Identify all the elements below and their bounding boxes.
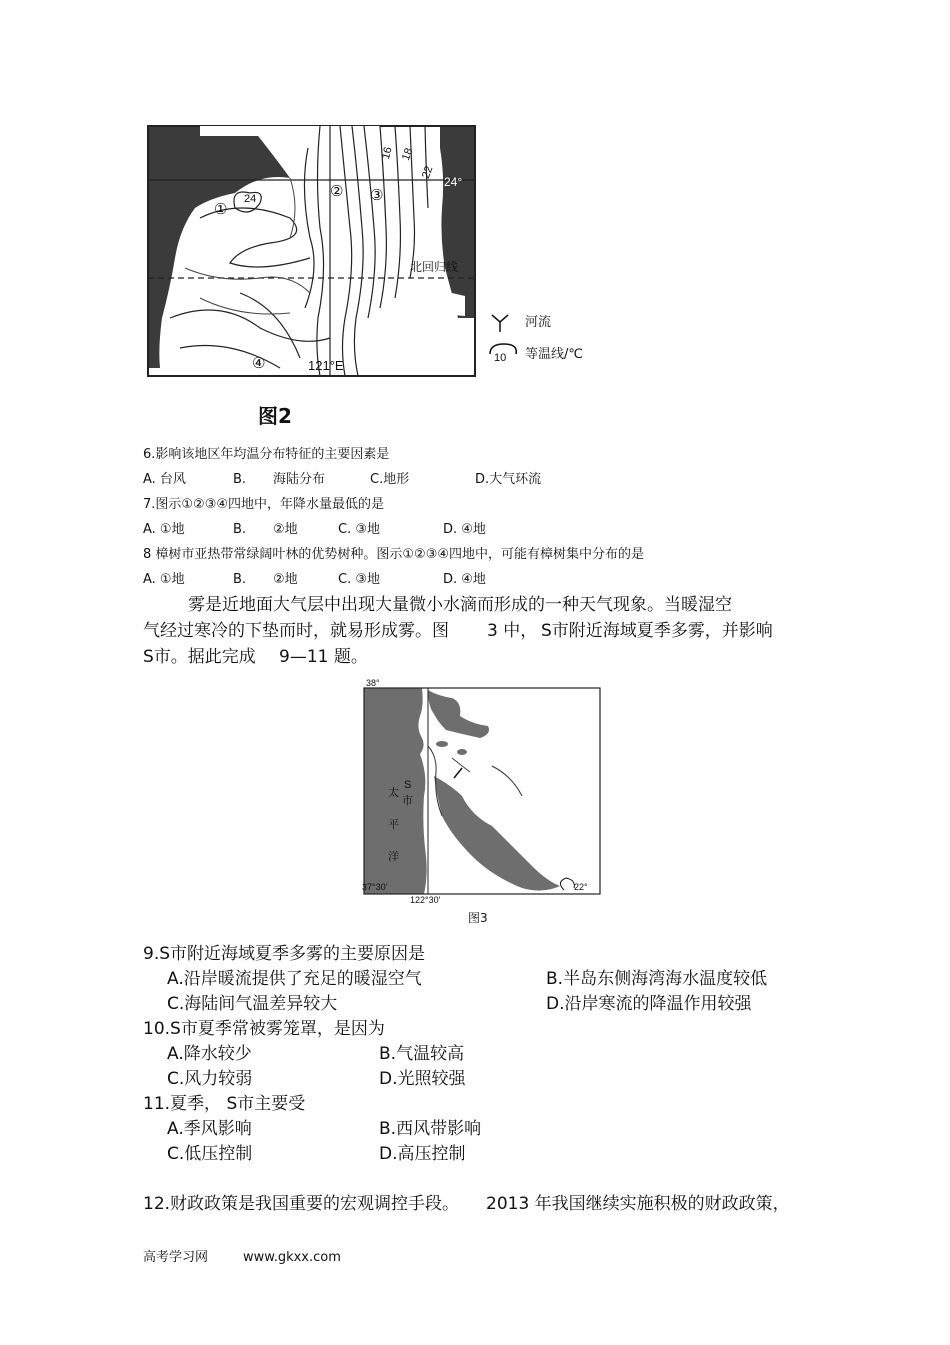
option-c[interactable]: C.低压控制 [167, 1144, 253, 1164]
passage-line-2 [143, 620, 803, 642]
question-10-stem: 10.S市夏季常被雾笼罩，是因为 [143, 1019, 385, 1039]
option-d[interactable]: D.大气环流 [475, 472, 542, 487]
question-6-stem: 6.影响该地区年均温分布特征的主要因素是 [143, 447, 390, 462]
latitude-3730-label: 37°30' [362, 882, 388, 892]
latitude-38-label: 38° [366, 678, 380, 688]
ocean-label-2: 平 [388, 818, 399, 831]
option-d[interactable]: D.沿岸寒流的降温作用较强 [546, 994, 752, 1014]
river-legend-icon [492, 315, 508, 332]
passage-line-2-c: S市附近海域夏季多雾，并影响 [541, 621, 773, 641]
figure-2 [140, 118, 610, 440]
question-6-options [143, 472, 643, 490]
city-shi-label: 市 [402, 794, 413, 807]
north-bay [428, 690, 489, 738]
question-11-options [143, 1118, 643, 1164]
question-12-stem [143, 1193, 803, 1215]
question-10-options [143, 1043, 643, 1089]
option-b[interactable]: ②地 [273, 522, 298, 537]
legend-isotherm-label: 等温线/℃ [525, 347, 583, 362]
point-1-label: ① [214, 200, 228, 218]
option-d[interactable]: D.高压控制 [379, 1144, 466, 1164]
figure-3-map [342, 676, 612, 932]
question-12-stem-b: 2013 年我国继续实施积极的财政政策， [486, 1194, 790, 1214]
option-d[interactable]: D.光照较强 [379, 1069, 466, 1089]
option-c[interactable]: C.地形 [370, 472, 410, 487]
latitude-label-24: 24° [444, 175, 463, 189]
option-c[interactable]: C. ③地 [338, 572, 380, 587]
option-d[interactable]: D. ④地 [443, 522, 486, 537]
question-7-stem: 7.图示①②③④四地中，年降水量最低的是 [143, 497, 385, 512]
option-c[interactable]: C.风力较弱 [167, 1069, 253, 1089]
question-9-stem: 9.S市附近海域夏季多雾的主要原因是 [143, 944, 426, 964]
passage-line-3-b: 9—11 题。 [279, 647, 368, 667]
longitude-12230-label: 122°30' [410, 895, 441, 905]
option-b-letter[interactable]: B. [233, 472, 247, 487]
passage-line-2-a: 气经过寒冷的下垫而时，就易形成雾。图 [143, 621, 449, 641]
option-b-letter[interactable]: B. [233, 572, 247, 587]
ocean-label-3: 洋 [388, 850, 399, 863]
point-3-label: ③ [370, 186, 384, 204]
legend-isotherm-sample: 10 [494, 352, 507, 364]
footer-url[interactable]: www.gkxx.com [243, 1250, 341, 1265]
passage-line-3 [143, 646, 543, 668]
question-11-stem: 11.夏季， S市主要受 [143, 1094, 306, 1114]
option-b[interactable]: B.西风带影响 [379, 1119, 482, 1139]
option-b[interactable]: 海陆分布 [273, 472, 326, 487]
figure-3 [342, 676, 612, 932]
question-8-options [143, 572, 643, 590]
question-8-stem: 8 樟树市亚热带常绿阔叶林的优势树种。图示①②③④四地中，可能有樟树集中分布的是 [143, 547, 645, 562]
passage-line-1: 雾是近地面大气层中出现大量微小水滴而形成的一种天气现象。当暖湿空 [188, 595, 732, 615]
legend-river-label: 河流 [525, 315, 552, 330]
right-sea [440, 126, 475, 318]
question-9-options [143, 968, 803, 1014]
option-b[interactable]: B.半岛东侧海湾海水温度较低 [546, 969, 768, 989]
option-b-letter[interactable]: B. [233, 522, 247, 537]
point-2-label: ② [330, 182, 344, 200]
option-a[interactable]: A. ①地 [143, 522, 185, 537]
passage-line-2-b: 3 中， [487, 621, 538, 641]
question-7-options [143, 522, 643, 540]
bay-water [434, 776, 560, 891]
option-d[interactable]: D. ④地 [443, 572, 486, 587]
longitude-label: 121°E [308, 358, 344, 373]
isotherm-22-label: 22 [419, 164, 436, 181]
city-s-label: S [404, 779, 412, 791]
figure-2-caption: 图2 [258, 404, 292, 428]
ocean-label-1: 太 [388, 786, 399, 799]
passage-line-3-a: S市。据此完成 [143, 647, 256, 667]
question-12-stem-a: 12.财政政策是我国重要的宏观调控手段。 [143, 1194, 460, 1214]
footer-site-name: 高考学习网 [143, 1250, 209, 1265]
option-a[interactable]: A.降水较少 [167, 1044, 252, 1064]
isotherm-22-label: 22° [574, 882, 588, 892]
isotherm-18-label: 18 [399, 146, 416, 163]
option-a[interactable]: A.沿岸暖流提供了充足的暖湿空气 [167, 969, 422, 989]
option-a[interactable]: A. ①地 [143, 572, 185, 587]
option-b[interactable]: ②地 [273, 572, 298, 587]
option-c[interactable]: C. ③地 [338, 522, 380, 537]
figure-3-caption: 图3 [468, 911, 488, 925]
tropic-label: 北回归线 [410, 260, 459, 274]
isotherm-24-label: 24 [244, 193, 257, 205]
option-a[interactable]: A. 台风 [143, 472, 186, 487]
option-b[interactable]: B.气温较高 [379, 1044, 465, 1064]
footer [143, 1250, 443, 1268]
figure-2-map [140, 118, 610, 440]
point-4-label: ④ [252, 354, 266, 372]
isotherm-16-label: 16 [379, 145, 395, 161]
option-a[interactable]: A.季风影响 [167, 1119, 252, 1139]
option-c[interactable]: C.海陆间气温差异较大 [167, 994, 338, 1014]
